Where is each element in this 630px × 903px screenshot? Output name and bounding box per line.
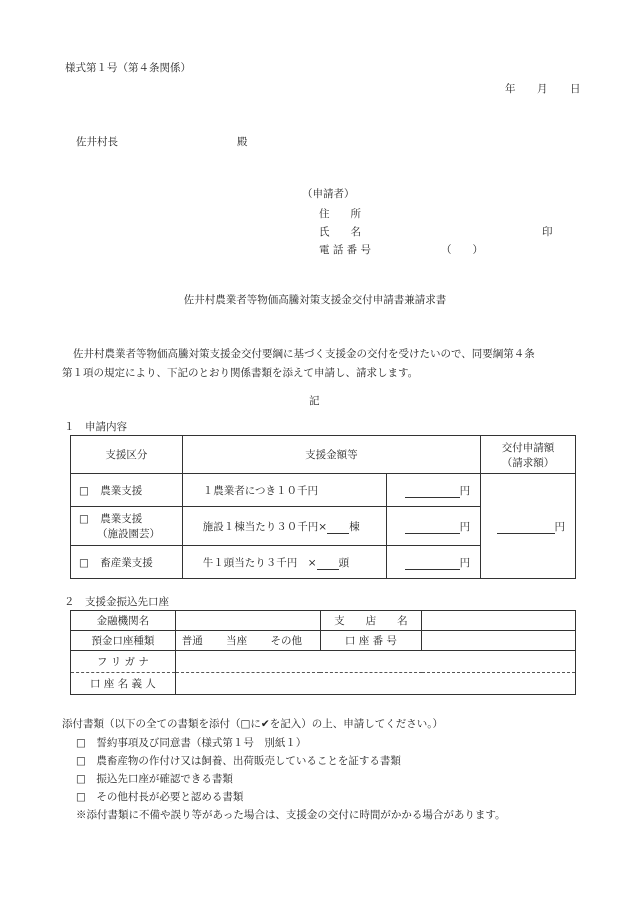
- amount-blank[interactable]: [405, 559, 460, 570]
- addressee-name: 佐井村長: [76, 136, 118, 148]
- header-request-line2: （請求額）: [501, 456, 555, 469]
- rate-cell[interactable]: [182, 507, 386, 546]
- attachment-item[interactable]: □ 誓約事項及び同意書（様式第１号 別紙１）: [76, 737, 307, 749]
- yen-label: 円: [459, 520, 471, 533]
- table-row: [71, 474, 576, 507]
- furigana-field[interactable]: [175, 651, 575, 673]
- phone-paren: （ ）: [441, 244, 483, 256]
- account-type-current[interactable]: 当座: [226, 635, 248, 647]
- category-sub: （施設園芸）: [97, 528, 160, 540]
- bank-name-field[interactable]: [175, 611, 320, 631]
- category-label: 農業支援: [100, 484, 143, 497]
- category-label: 畜産業支援: [100, 556, 153, 569]
- form-number: 様式第１号（第４条関係）: [65, 62, 191, 74]
- holder-label: 口 座 名 義 人: [71, 673, 176, 695]
- amount-cell[interactable]: [387, 507, 481, 546]
- attachment-note: ※添付書類に不備や誤り等があった場合は、支援金の交付に時間がかかる場合があります。: [76, 809, 506, 821]
- address-label: 住 所: [319, 208, 361, 220]
- phone-label: 電 話 番 号: [319, 244, 372, 256]
- holder-field[interactable]: [175, 673, 575, 695]
- yen-label: 円: [459, 484, 471, 497]
- unit-label: 頭: [338, 556, 350, 569]
- seal-mark: 印: [542, 226, 553, 238]
- account-number-field[interactable]: [422, 631, 576, 651]
- total-blank[interactable]: [497, 523, 555, 534]
- total-cell[interactable]: [481, 474, 576, 579]
- name-label: 氏 名: [319, 226, 361, 238]
- rate-cell: １農業者につき１０千円: [182, 474, 386, 507]
- header-category: 支援区分: [71, 436, 183, 474]
- checkbox[interactable]: □: [79, 484, 89, 497]
- total-yen-label: 円: [554, 520, 565, 533]
- attachment-item[interactable]: □ その他村長が必要と認める書類: [76, 791, 244, 803]
- amount-cell[interactable]: [387, 474, 481, 507]
- branch-field[interactable]: [422, 611, 576, 631]
- amount-blank[interactable]: [405, 523, 460, 534]
- header-request: [481, 436, 576, 474]
- account-type-ordinary[interactable]: 普通: [181, 635, 203, 647]
- account-type-other[interactable]: その他: [270, 635, 302, 647]
- date-day: 日: [570, 83, 581, 95]
- attachments-heading: 添付書類（以下の全ての書類を添付（□に✔を記入）の上、申請してください。）: [62, 718, 443, 730]
- attachment-item[interactable]: □ 農畜産物の作付け又は飼養、出荷販売していることを証する書類: [76, 755, 401, 767]
- amount-cell[interactable]: [387, 546, 481, 579]
- branch-label: 支 店 名: [320, 611, 422, 631]
- account-number-label: 口 座 番 号: [320, 631, 422, 651]
- category-cell: [71, 507, 183, 546]
- header-amount: 支援金額等: [182, 436, 480, 474]
- unit-label: 棟: [349, 520, 360, 533]
- body-line-2: 第１項の規定により、下記のとおり関係書類を添えて申請し、請求します。: [62, 367, 419, 379]
- count-blank[interactable]: [327, 523, 349, 534]
- checkbox[interactable]: □: [79, 513, 89, 525]
- applicant-heading: （申請者）: [302, 188, 355, 200]
- section2-heading: ２ 支援金振込先口座: [64, 596, 169, 608]
- category-label: 農業支援: [100, 513, 143, 525]
- application-table: [70, 435, 576, 579]
- category-cell: [71, 546, 183, 579]
- ki-heading: 記: [309, 395, 320, 407]
- yen-label: 円: [459, 556, 471, 569]
- body-line-1: 佐井村農業者等物価高騰対策支援金交付要綱に基づく支援金の交付を受けたいので、同要綱第４条: [73, 348, 535, 360]
- account-type-options[interactable]: [175, 631, 320, 651]
- account-type-label: 預金口座種類: [71, 631, 176, 651]
- date-year: 年: [505, 83, 516, 95]
- rate-text: 牛１頭当たり３千円 ×: [202, 556, 317, 569]
- document-title: 佐井村農業者等物価高騰対策支援金交付申請書兼請求書: [183, 294, 447, 306]
- bank-account-table: [70, 610, 576, 695]
- section1-heading: １ 申請内容: [64, 421, 127, 433]
- rate-cell[interactable]: [182, 546, 386, 579]
- bank-name-label: 金融機関名: [71, 611, 176, 631]
- category-cell: [71, 474, 183, 507]
- addressee-honorific: 殿: [237, 136, 248, 148]
- checkbox[interactable]: □: [79, 556, 89, 569]
- rate-text: 施設１棟当たり３０千円×: [202, 520, 328, 533]
- furigana-label: フ リ ガ ナ: [71, 651, 176, 673]
- amount-blank[interactable]: [405, 487, 460, 498]
- count-blank[interactable]: [317, 559, 339, 570]
- header-request-line1: 交付申請額: [501, 441, 555, 454]
- attachment-item[interactable]: □ 振込先口座が確認できる書類: [76, 773, 233, 785]
- date-month: 月: [537, 83, 548, 95]
